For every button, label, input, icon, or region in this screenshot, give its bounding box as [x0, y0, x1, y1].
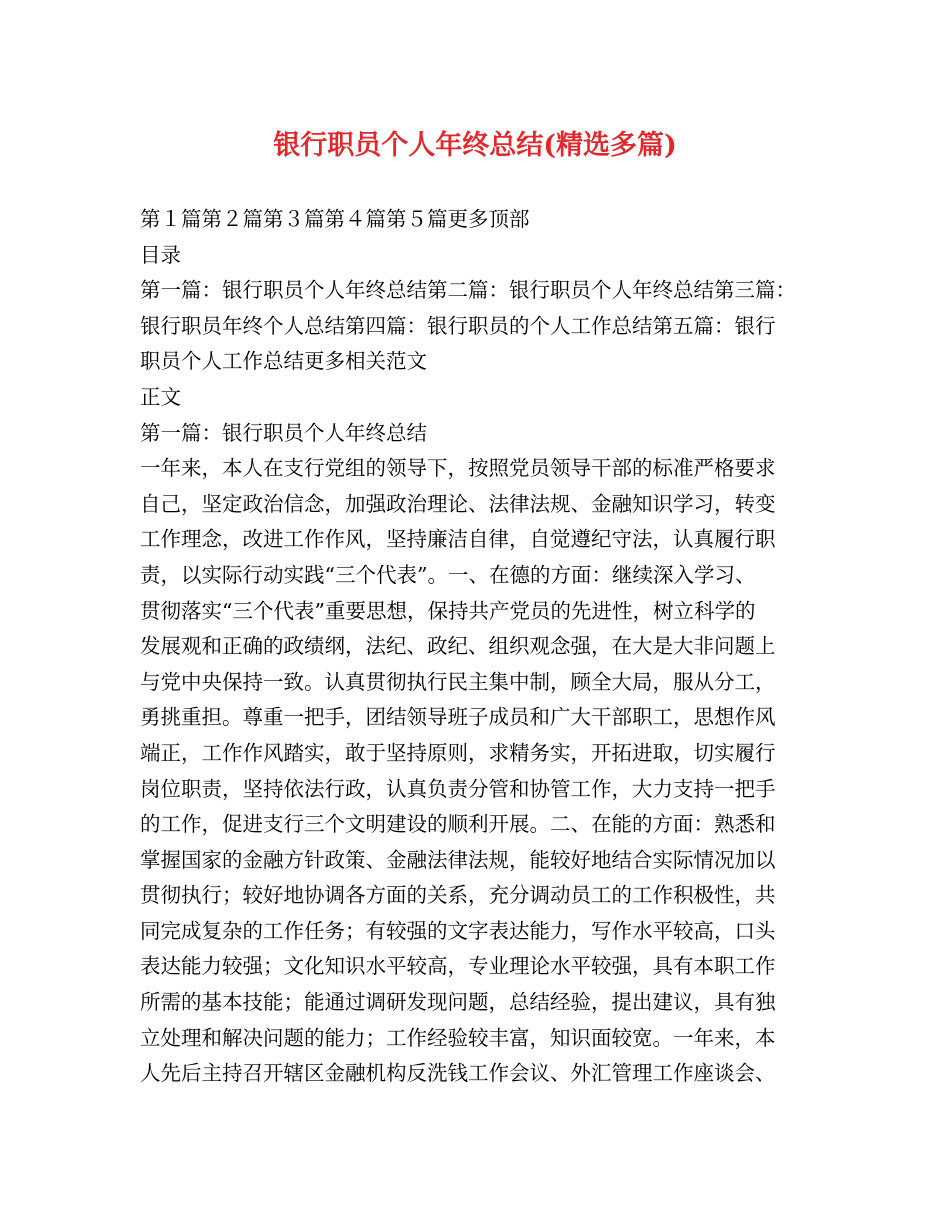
- paragraph-line: 所需的基本技能；能通过调研发现问题，总结经验，提出建议，具有独: [140, 990, 776, 1015]
- paragraph-line: 立处理和解决问题的能力；工作经验较丰富，知识面较宽。一年来，本: [140, 1025, 776, 1050]
- document-title: 银行职员个人年终总结(精选多篇): [273, 130, 677, 161]
- paragraph-line: 一年来，本人在支行党组的领导下，按照党员领导干部的标准严格要求: [140, 456, 776, 481]
- paragraph-line: 责，以实际行动实践“三个代表”。一、在德的方面：继续深入学习、: [140, 562, 756, 587]
- paragraph-line: 同完成复杂的工作任务；有较强的文字表达能力，写作水平较高，口头: [140, 918, 776, 943]
- paragraph-line: 岗位职责，坚持依法行政，认真负责分管和协管工作，大力支持一把手: [140, 776, 776, 801]
- body-heading: 正文: [140, 384, 181, 409]
- paragraph-line: 贯彻执行；较好地协调各方面的关系，充分调动员工的工作积极性，共: [140, 883, 776, 908]
- paragraph-line: 勇挑重担。尊重一把手，团结领导班子成员和广大干部职工，思想作风: [140, 705, 776, 730]
- paragraph-line: 自己，坚定政治信念，加强政治理论、法律法规、金融知识学习，转变: [140, 491, 776, 516]
- section-heading: 第一篇：银行职员个人年终总结: [140, 420, 427, 445]
- paragraph-line: 表达能力较强；文化知识水平较高，专业理论水平较强，具有本职工作: [140, 954, 776, 979]
- toc-entries-line: 职员个人工作总结更多相关范文: [140, 349, 427, 374]
- paragraph-line: 掌握国家的金融方针政策、金融法律法规，能较好地结合实际情况加以: [140, 847, 776, 872]
- toc-heading: 目录: [140, 242, 181, 267]
- paragraph-line: 人先后主持召开辖区金融机构反洗钱工作会议、外汇管理工作座谈会、: [140, 1061, 776, 1086]
- toc-entries-line: 银行职员年终个人总结第四篇：银行职员的个人工作总结第五篇：银行: [140, 313, 776, 338]
- paragraph-line: 贯彻落实“三个代表”重要思想，保持共产党员的先进性，树立科学的: [140, 598, 756, 623]
- paragraph-line: 端正，工作作风踏实，敢于坚持原则，求精务实，开拓进取，切实履行: [140, 740, 776, 765]
- paragraph-line: 与党中央保持一致。认真贯彻执行民主集中制，顾全大局，服从分工，: [140, 669, 776, 694]
- paragraph-line: 工作理念，改进工作作风，坚持廉洁自律，自觉遵纪守法，认真履行职: [140, 527, 776, 552]
- paragraph-line: 发展观和正确的政绩纲，法纪、政纪、组织观念强，在大是大非问题上: [140, 634, 776, 659]
- paragraph-line: 的工作，促进支行三个文明建设的顺利开展。二、在能的方面：熟悉和: [140, 812, 776, 837]
- toc-entries-line: 第一篇：银行职员个人年终总结第二篇：银行职员个人年终总结第三篇：: [140, 278, 796, 303]
- document-body: [140, 202, 820, 1092]
- toc-nav-line: 第１篇第２篇第３篇第４篇第５篇更多顶部: [140, 207, 530, 231]
